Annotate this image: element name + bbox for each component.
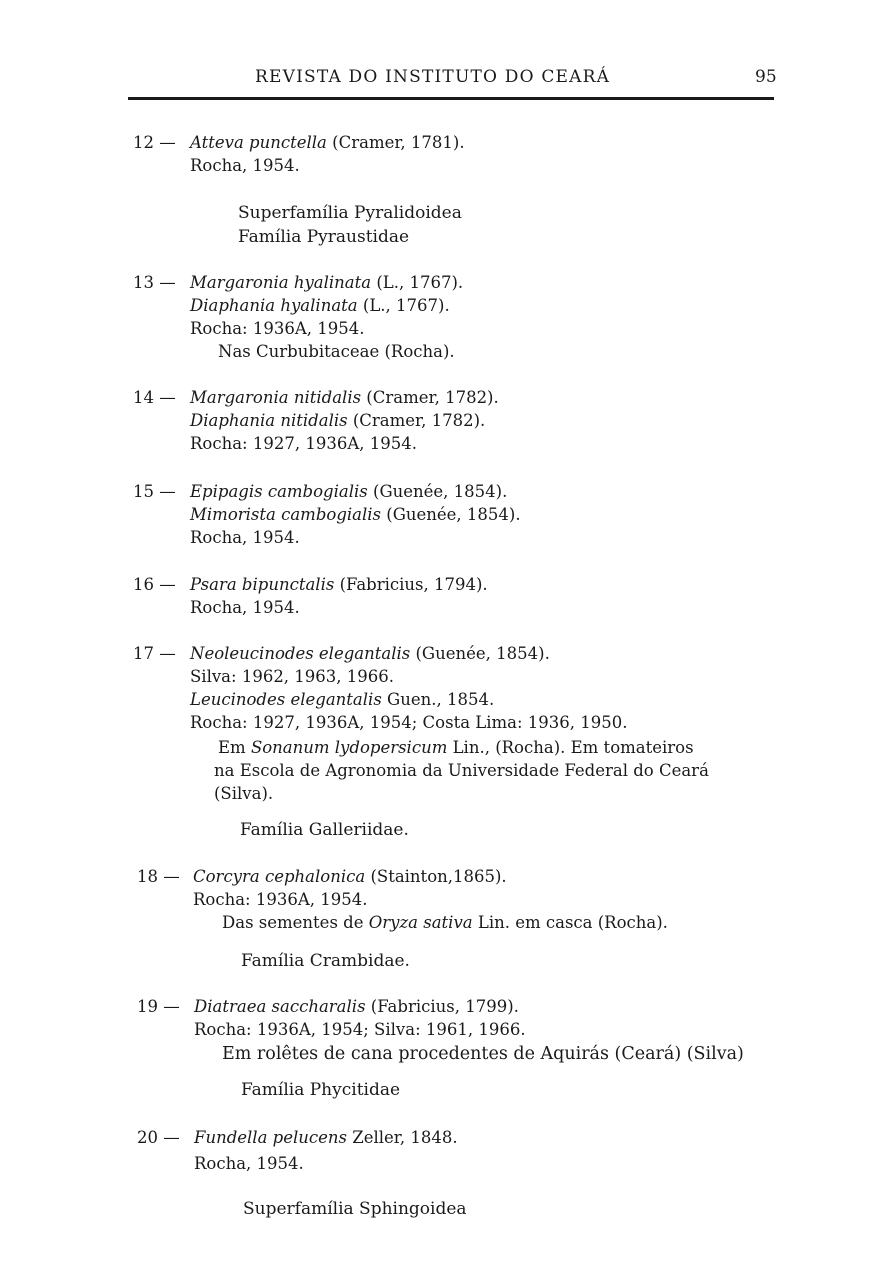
species-name: Leucinodes elegantalis (190, 690, 382, 709)
species-name: Fundella pelucens (194, 1128, 347, 1147)
species-name: Neoleucinodes elegantalis (190, 644, 411, 663)
species-name: Epipagis cambogialis (190, 482, 368, 501)
species-name: Diaphania hyalinata (190, 296, 358, 315)
entry-line: Rocha: 1936A, 1954; Silva: 1961, 1966. (194, 1020, 526, 1039)
entry-note: Em rolêtes de cana procedentes de Aquirás (Ceará) (Silva) (222, 1044, 744, 1064)
entry-line: Rocha, 1954. (190, 156, 300, 175)
entry-line: Rocha: 1927, 1936A, 1954; Costa Lima: 1936, 1950. (190, 713, 628, 732)
family-heading: Família Galleriidae. (240, 820, 409, 840)
species-name: Margaronia hyalinata (190, 273, 372, 292)
entry-note: Nas Curbubitaceae (Rocha). (218, 342, 455, 361)
entry-note: (Silva). (214, 784, 274, 803)
species-name: Atteva punctella (190, 133, 327, 152)
entry-line: Diaphania hyalinata (L., 1767). (190, 296, 450, 315)
entry-line: Margaronia nitidalis (Cramer, 1782). (190, 388, 499, 407)
entry-line: Rocha: 1936A, 1954. (193, 890, 368, 909)
superfamily-heading: Superfamília Sphingoidea (243, 1199, 467, 1219)
species-name: Mimorista cambogialis (190, 505, 382, 524)
entry-line: Diatraea saccharalis (Fabricius, 1799). (194, 997, 519, 1016)
entry-number: 18 — (137, 867, 180, 886)
entry-number: 14 — (133, 388, 176, 407)
species-name: Diaphania nitidalis (190, 411, 348, 430)
family-heading: Família Phycitidae (241, 1080, 401, 1100)
species-name: Diatraea saccharalis (194, 997, 366, 1016)
host-plant-name: Sonanum lydopersicum (250, 738, 448, 757)
family-heading: Família Pyraustidae (238, 227, 410, 247)
entry-line: Silva: 1962, 1963, 1966. (190, 667, 395, 686)
entry-number: 12 — (133, 133, 176, 152)
entry-line: Leucinodes elegantalis Guen., 1854. (190, 690, 495, 709)
entry-line: Mimorista cambogialis (Guenée, 1854). (190, 505, 521, 524)
entry-line: Epipagis cambogialis (Guenée, 1854). (190, 482, 508, 501)
entry-note: Em Sonanum lydopersicum Lin., (Rocha). Em tomateiros (218, 738, 694, 757)
entry-line: Rocha, 1954. (190, 528, 300, 547)
entry-number: 19 — (137, 997, 180, 1016)
page-number: 95 (755, 67, 777, 87)
entry-line: Diaphania nitidalis (Cramer, 1782). (190, 411, 486, 430)
species-name: Margaronia nitidalis (190, 388, 362, 407)
entry-line: Psara bipunctalis (Fabricius, 1794). (190, 575, 488, 594)
header-rule (128, 97, 774, 100)
entry-note: Das sementes de Oryza sativa Lin. em casca (Rocha). (222, 913, 668, 932)
entry-note: na Escola de Agronomia da Universidade Federal do Ceará (214, 761, 709, 780)
entry-line: Neoleucinodes elegantalis (Guenée, 1854). (190, 644, 550, 663)
species-name: Psara bipunctalis (190, 575, 335, 594)
entry-line: Rocha: 1936A, 1954. (190, 319, 365, 338)
entry-number: 15 — (133, 482, 176, 501)
entry-line: Atteva punctella (Cramer, 1781). (190, 133, 465, 152)
entry-number: 20 — (137, 1128, 180, 1147)
entry-number: 17 — (133, 644, 176, 663)
entry-line: Corcyra cephalonica (Stainton,1865). (193, 867, 507, 886)
running-title: REVISTA DO INSTITUTO DO CEARÁ (255, 67, 611, 87)
entry-number: 13 — (133, 273, 176, 292)
host-plant-name: Oryza sativa (368, 913, 473, 932)
species-name: Corcyra cephalonica (193, 867, 366, 886)
entry-line: Margaronia hyalinata (L., 1767). (190, 273, 464, 292)
superfamily-heading: Superfamília Pyralidoidea (238, 203, 462, 223)
entry-line: Fundella pelucens Zeller, 1848. (194, 1128, 458, 1147)
entry-line: Rocha: 1927, 1936A, 1954. (190, 434, 417, 453)
entry-line: Rocha, 1954. (194, 1154, 304, 1173)
family-heading: Família Crambidae. (241, 951, 410, 971)
entry-number: 16 — (133, 575, 176, 594)
entry-line: Rocha, 1954. (190, 598, 300, 617)
